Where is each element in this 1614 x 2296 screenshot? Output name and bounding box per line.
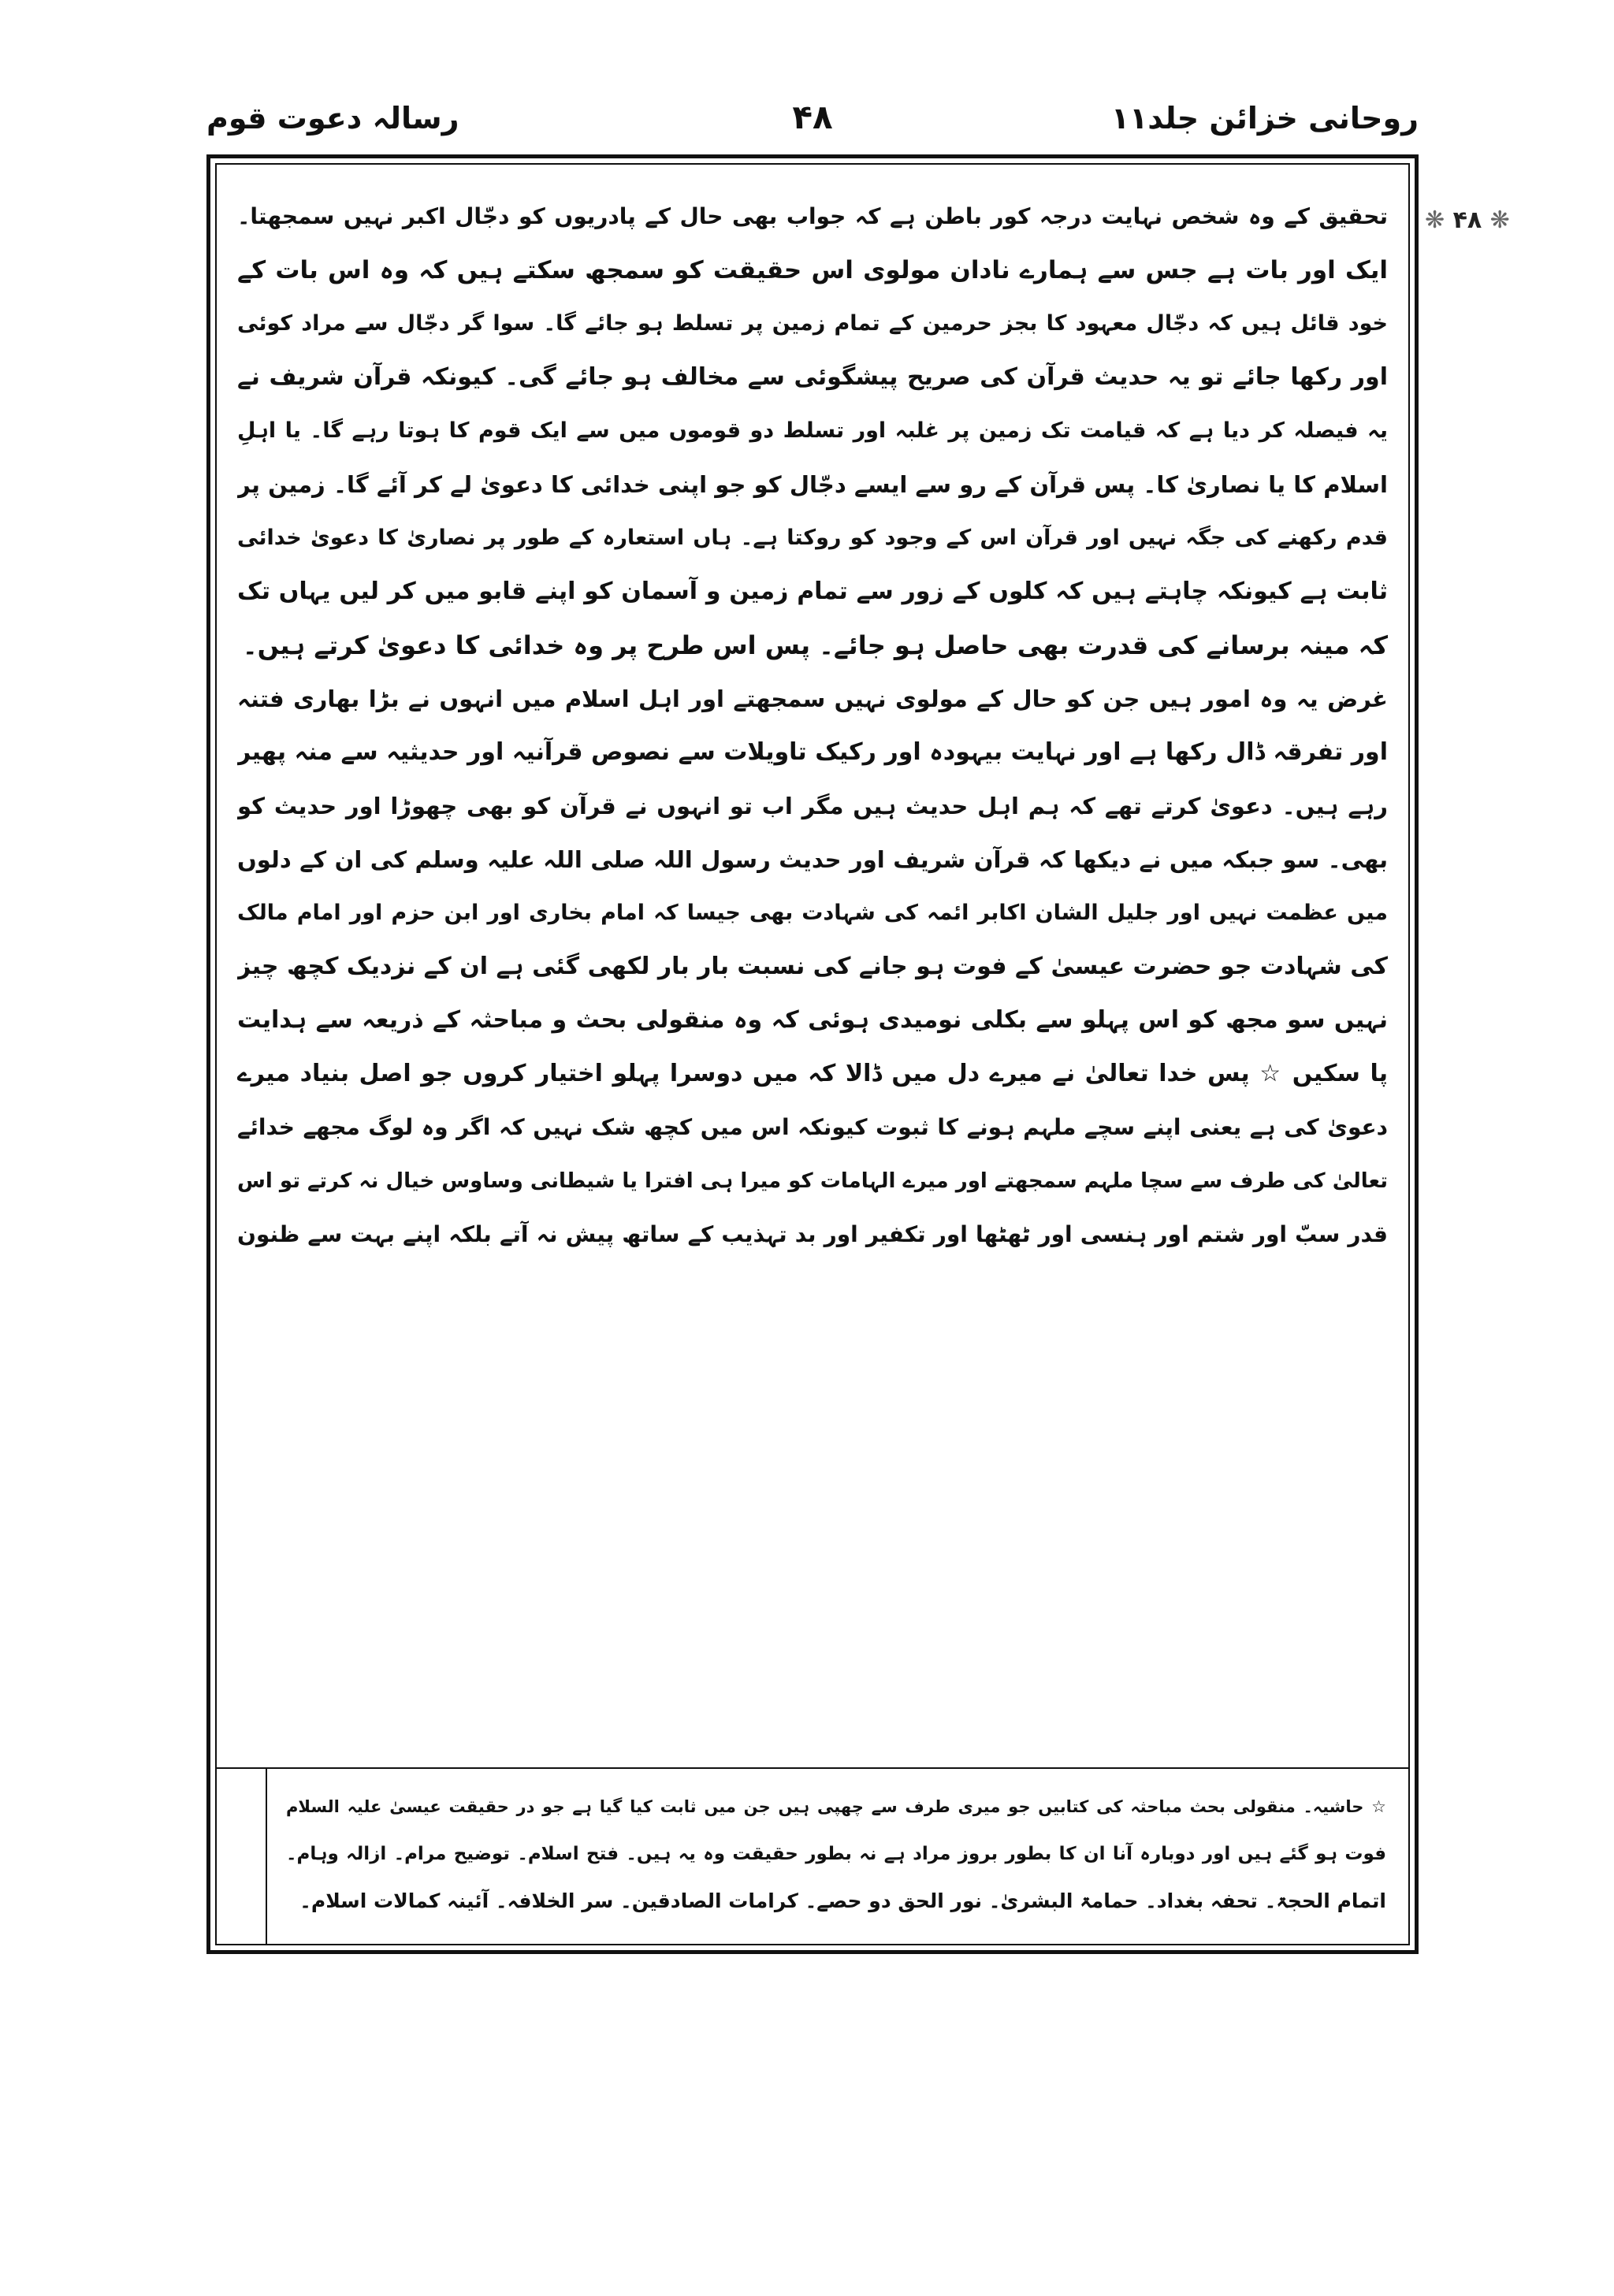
text-line: خود قائل ہیں کہ دجّال معہود کا بجز حرمین کے تمام زمین پر تسلط ہو جائے گا۔ سوا گر دجّال سے مراد کوئی: [237, 311, 1388, 336]
text-line: یہ فیصلہ کر دیا ہے کہ قیامت تک زمین پر غلبہ اور تسلط دو قوموں میں سے ایک قوم کا ہوتا رہے گا۔ یا اہلِ: [237, 418, 1388, 443]
text-line: پا سکیں ☆ پس خدا تعالیٰ نے میرے دل میں ڈالا کہ میں دوسرا پہلو اختیار کروں جو اصل بنیاد میرے: [237, 1060, 1388, 1087]
text-line: قدم رکھنے کی جگہ نہیں اور قرآن اس کے وجود کو روکتا ہے۔ ہاں استعارہ کے طور پر نصاریٰ کا دعویٰ خدائی: [237, 526, 1388, 550]
text-line: ثابت ہے کیونکہ چاہتے ہیں کہ کلوں کے زور سے تمام زمین و آسمان کو اپنے قابو میں کر لیں یہاں تک: [237, 578, 1388, 605]
main-text-block: [237, 190, 1388, 1797]
page-frame: [206, 154, 1419, 1954]
text-line: کی شہادت جو حضرت عیسیٰ کے فوت ہو جانے کی نسبت بار بار لکھی گئی ہے ان کے نزدیک کچھ چیز: [237, 953, 1388, 980]
ornament-icon: ❋: [1425, 206, 1445, 234]
page-header: [206, 98, 1419, 148]
text-line: اور رکھا جائے تو یہ حدیث قرآن کی صریح پیشگوئی سے مخالف ہو جائے گی۔ کیونکہ قرآن شریف نے: [237, 363, 1388, 391]
footnote-divider: [266, 1769, 267, 1945]
text-line: اور تفرقہ ڈال رکھا ہے اور نہایت بیہودہ اور رکیک تاویلات سے نصوص قرآنیہ اور حدیثیہ سے منہ پھیر: [237, 738, 1388, 766]
footnote-line: ☆ حاشیہ۔ منقولی بحث مباحثہ کی کتابیں جو میری طرف سے چھپی ہیں جن میں ثابت کیا گیا ہے جو در حقیقت عیسیٰ علیہ السلام: [286, 1797, 1386, 1816]
text-line: اسلام کا یا نصاریٰ کا۔ پس قرآن کے رو سے ایسے دجّال کو جو اپنی خدائی کا دعویٰ لے کر آئے گا۔ زمین پر: [237, 471, 1388, 498]
text-line: کہ مینہ برسانے کی قدرت بھی حاصل ہو جائے۔ پس اس طرح پر وہ خدائی کا دعویٰ کرتے ہیں۔: [242, 630, 1388, 660]
page-number: ۴۸: [792, 98, 833, 136]
text-line: بھی۔ سو جبکہ میں نے دیکھا کہ قرآن شریف اور حدیث رسول اللہ صلی اللہ علیہ وسلم کی ان کے دلوں: [237, 846, 1388, 873]
book-volume-title: روحانی خزائن جلد۱۱: [1110, 101, 1419, 136]
footnote-line: اتمام الحجۃ۔ تحفہ بغداد۔ حمامۃ البشریٰ۔ نور الحق دو حصے۔ کرامات الصادقین۔ سر الخلافہ۔ آئینہ کمالات اسلام۔: [299, 1889, 1386, 1912]
text-line: رہے ہیں۔ دعویٰ کرتے تھے کہ ہم اہل حدیث ہیں مگر اب تو انہوں نے قرآن کو بھی چھوڑا اور حدیث کو: [237, 793, 1388, 819]
text-line: قدر سبّ اور شتم اور ہنسی اور ٹھٹھا اور تکفیر اور بد تہذیب کے ساتھ پیش نہ آتے بلکہ اپنے بہت سے ظنون: [237, 1221, 1388, 1247]
text-line: غرض یہ وہ امور ہیں جن کو حال کے مولوی نہیں سمجھتے اور اہل اسلام میں انہوں نے بڑا بھاری فتنہ: [237, 685, 1388, 712]
original-page-marker: [1425, 206, 1510, 234]
footnote-box: [215, 1767, 1410, 1945]
treatise-title: رسالہ دعوت قوم: [206, 101, 459, 136]
text-line: میں عظمت نہیں اور جلیل الشان اکابر ائمہ کی شہادت بھی جیسا کہ امام بخاری اور ابن حزم اور امام مالک: [237, 901, 1388, 925]
footnote-line: فوت ہو گئے ہیں اور دوبارہ آنا ان کا بطور بروز مراد ہے نہ بطور حقیقت وہ یہ ہیں۔ فتح اسلام۔ توضیح مرام۔ ازالہ وہام۔: [286, 1844, 1386, 1864]
ornament-icon: ❋: [1489, 206, 1510, 234]
footnote-text: [286, 1783, 1386, 1925]
text-line: نہیں سو مجھ کو اس پہلو سے بکلی نومیدی ہوئی کہ وہ منقولی بحث و مباحثہ کے ذریعہ سے ہدایت: [237, 1006, 1388, 1034]
text-line: تعالیٰ کی طرف سے سچا ملہم سمجھتے اور میرے الہامات کو میرا ہی افترا یا شیطانی وساوس خیال نہ کرتے تو اس: [237, 1169, 1388, 1193]
text-line: دعویٰ کی ہے یعنی اپنے سچے ملہم ہونے کا ثبوت کیونکہ اس میں کچھ شک نہیں کہ اگر وہ لوگ مجھے خدائے: [237, 1114, 1388, 1140]
text-line: ایک اور بات ہے جس سے ہمارے نادان مولوی اس حقیقت کو سمجھ سکتے ہیں کہ وہ اس بات کے: [237, 256, 1388, 284]
text-line: تحقیق کے وہ شخص نہایت درجہ کور باطن ہے کہ جواب بھی حال کے پادریوں کو دجّال اکبر نہیں سمجھتا۔: [237, 203, 1388, 229]
original-page-number: ۴۸: [1452, 206, 1482, 234]
